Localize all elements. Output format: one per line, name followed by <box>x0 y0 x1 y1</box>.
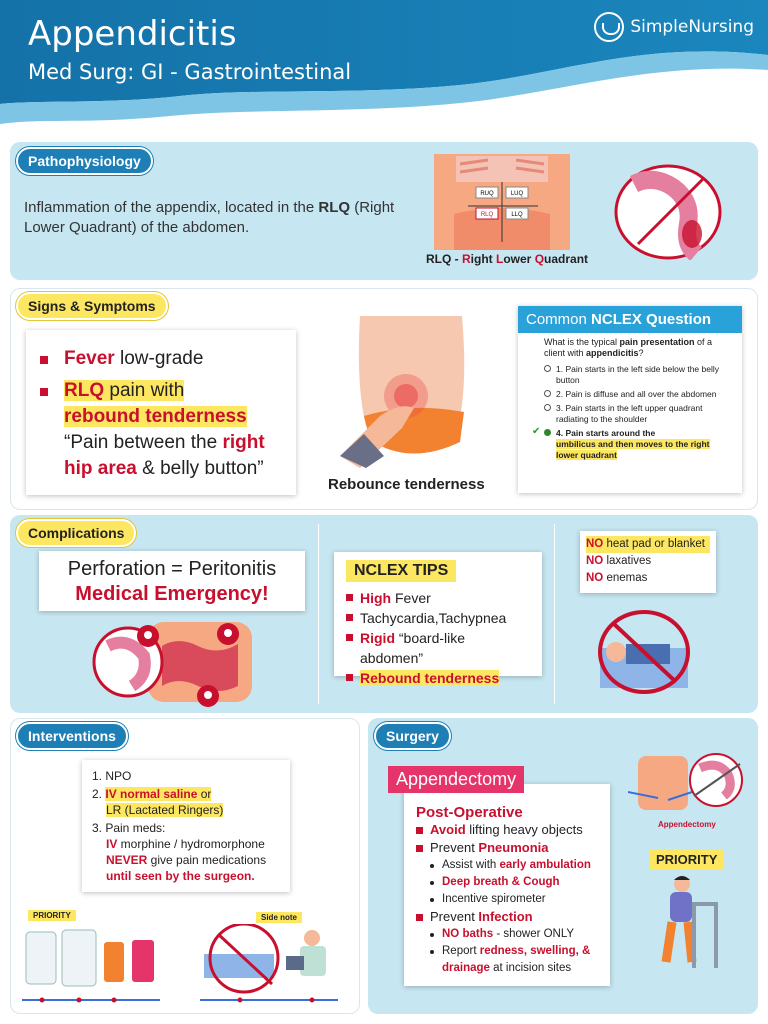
post-op-pneumonia <box>416 839 598 857</box>
tip-tachy <box>346 608 530 628</box>
bullet-icon <box>40 356 48 364</box>
rlq-label: RLQ <box>64 380 105 401</box>
quadrant-label: LLQ <box>511 212 523 218</box>
bullet-icon <box>40 388 48 396</box>
no-label: NO <box>586 555 604 567</box>
sub-deep-breath: Deep breath & Cough <box>416 874 598 891</box>
caption-part: R <box>462 252 471 266</box>
pathophysiology-tag: Pathophysiology <box>16 147 153 175</box>
quadrant-label: LUQ <box>510 191 524 197</box>
avoid-rest: lifting heavy objects <box>465 822 583 837</box>
q-e: ? <box>638 348 644 358</box>
divider <box>318 524 319 704</box>
quote-hip: hip area <box>64 458 137 479</box>
i3: 3. Pain meds: <box>92 821 166 835</box>
symptom-rlq-pain <box>40 378 282 482</box>
side-note-tag: Side note <box>256 912 302 923</box>
i2-red: IV normal saline <box>105 787 198 801</box>
patho-text-a: Inflammation of the appendix, located in the <box>24 199 319 216</box>
answer-option[interactable] <box>518 386 742 400</box>
page-subtitle: Med Surg: GI - Gastrointestinal <box>28 60 352 84</box>
q-c: of a client with <box>544 337 713 358</box>
intervention-npo: 1. NPO <box>92 769 132 783</box>
nclex-question-card <box>518 306 742 493</box>
tip-fever <box>346 588 530 608</box>
bullet-icon <box>346 634 353 641</box>
q-b: pain presentation <box>619 337 695 347</box>
fever-label: Fever <box>64 348 115 369</box>
no-rest: heat pad or blanket <box>603 538 705 550</box>
priority-tag: PRIORITY <box>650 850 723 869</box>
until-text: until seen by the surgeon. <box>106 869 255 883</box>
tip-rigid <box>346 628 530 668</box>
radio-icon <box>544 365 551 372</box>
iv-fluid-bags-illustration <box>22 924 162 1008</box>
quote-a: “Pain between the <box>64 432 223 453</box>
patho-text-b: (Right Lower Quadrant) of the abdomen. <box>24 199 395 236</box>
bullet-icon <box>346 614 353 621</box>
sub-no-baths <box>416 926 598 943</box>
no-item <box>586 570 710 587</box>
answer-option[interactable] <box>518 400 742 425</box>
avoid-red: Avoid <box>430 822 466 837</box>
peritonitis-illustration <box>88 616 258 708</box>
perforation-text: Perforation = Peritonitis <box>67 558 277 580</box>
inflamed-appendix-icon <box>614 164 722 260</box>
option-text: 3. Pain starts in the left upper quadrant radiating to the shoulder <box>556 403 703 424</box>
post-op-infection <box>416 908 598 926</box>
rebound-caption: Rebounce tenderness <box>328 476 485 493</box>
nobath-rest: - shower ONLY <box>493 928 575 940</box>
caption-part: L <box>496 252 504 266</box>
brand-icon <box>594 12 624 42</box>
rebound-tenderness-illustration <box>340 316 480 468</box>
walker-ambulation-illustration <box>652 872 722 972</box>
nclex-tips-card <box>334 552 542 686</box>
interventions-tag: Interventions <box>16 722 128 750</box>
report-b: at incision sites <box>489 962 572 974</box>
bullet-icon <box>416 827 423 834</box>
signs-symptoms-tag: Signs & Symptoms <box>16 292 168 320</box>
radio-icon <box>544 390 551 397</box>
option-text: 2. Pain is diffuse and all over the abdomen <box>556 389 717 399</box>
tip-rebound <box>346 668 530 688</box>
patho-text-rlq: RLQ <box>318 199 351 216</box>
correct-a: 4. Pain starts around the <box>556 428 656 438</box>
i2-line2: LR (Lactated Ringers) <box>106 803 224 817</box>
report-a: Report <box>442 945 480 957</box>
no-pain-meds-illustration <box>200 924 340 1008</box>
prevent2: Prevent <box>430 909 479 924</box>
rlq-rest: pain with <box>104 380 185 401</box>
answer-option[interactable] <box>518 361 742 386</box>
q-d: appendicitis <box>586 348 639 358</box>
post-op-avoid <box>416 821 598 839</box>
intervention-pain <box>92 820 280 884</box>
no-rest: enemas <box>603 572 648 584</box>
appendectomy-title: Appendectomy <box>388 766 524 793</box>
i3-rest: morphine / hydromorphone <box>117 837 265 851</box>
no-items-card <box>580 531 716 593</box>
radio-icon <box>544 404 551 411</box>
sub-report <box>416 943 598 977</box>
bullet-icon <box>346 594 353 601</box>
infection: Infection <box>478 909 533 924</box>
caption-part: RLQ - <box>426 252 462 266</box>
i3-iv: IV <box>106 837 118 851</box>
no-label: NO <box>586 572 604 584</box>
tip1-rest: Fever <box>391 590 431 606</box>
no-item <box>586 536 710 553</box>
pneumonia: Pneumonia <box>478 840 549 855</box>
nclex-title-a: Common <box>526 311 592 328</box>
page-title: Appendicitis <box>28 14 237 54</box>
tip2: Tachycardia,Tachypnea <box>360 610 507 626</box>
abdomen-quadrant-illustration <box>434 154 570 250</box>
perforation-card <box>39 551 305 611</box>
pathophysiology-text <box>24 198 404 238</box>
surgery-tag: Surgery <box>374 722 451 750</box>
quadrant-label: RLQ <box>480 212 494 218</box>
caption-part: ight <box>470 252 496 266</box>
sub-assist <box>416 857 598 874</box>
nclex-title-b: NCLEX Question <box>591 311 712 328</box>
bullet-icon <box>416 845 423 852</box>
post-op-card <box>404 784 610 986</box>
tip3-red: Rigid <box>360 630 395 646</box>
no-heat-pad-icon <box>596 608 692 696</box>
nobath-red: NO baths <box>442 928 494 940</box>
assist-red: early ambulation <box>499 859 591 871</box>
sub-incentive: Incentive spirometer <box>416 891 598 908</box>
tip4: Rebound tenderness <box>360 670 500 686</box>
post-op-title: Post-Operative <box>416 804 523 821</box>
priority-tag-small: PRIORITY <box>28 910 76 921</box>
rlq-caption <box>426 252 588 266</box>
appendectomy-caption: Appendectomy <box>658 820 716 829</box>
brand-name: SimpleNursing <box>630 17 754 37</box>
never-rest: give pain medications <box>147 853 267 867</box>
fever-rest: low-grade <box>114 348 204 369</box>
quote-right: right <box>222 432 265 453</box>
answer-option-correct[interactable] <box>518 425 742 461</box>
tip3-rest: “board-like abdomen” <box>360 630 466 666</box>
i2-num: 2. <box>92 787 103 801</box>
caption-part: uadrant <box>544 252 589 266</box>
no-label: NO <box>586 538 604 550</box>
caption-part: ower <box>503 252 535 266</box>
assist-a: Assist with <box>442 859 500 871</box>
nclex-tips-title: NCLEX TIPS <box>346 560 456 582</box>
bullet-icon <box>346 674 353 681</box>
prevent1: Prevent <box>430 840 479 855</box>
quadrant-label: RUQ <box>480 191 494 197</box>
symptoms-card <box>26 330 296 495</box>
interventions-card <box>82 760 290 892</box>
no-rest: laxatives <box>603 555 652 567</box>
tip1-red: High <box>360 590 392 606</box>
nclex-question-text <box>518 333 742 361</box>
nclex-question-header <box>518 306 742 333</box>
divider <box>554 524 555 704</box>
q-a: What is the typical <box>544 337 620 347</box>
appendectomy-illustration <box>628 752 746 814</box>
complications-tag: Complications <box>16 519 136 547</box>
radio-icon <box>544 429 551 436</box>
rebound-label: rebound tenderness <box>64 406 247 427</box>
spacer <box>416 792 598 804</box>
symptom-fever <box>40 346 282 372</box>
i2-rest: or <box>197 787 212 801</box>
option-text: 1. Pain starts in the left side below the belly button <box>556 364 720 385</box>
never-red: NEVER <box>106 853 148 867</box>
header-banner <box>0 0 768 135</box>
checkmark-icon: ✔ <box>532 426 541 437</box>
medical-emergency-text: Medical Emergency! <box>75 583 269 605</box>
no-item <box>586 553 710 570</box>
caption-part: Q <box>534 252 545 266</box>
intervention-iv <box>92 786 280 818</box>
brand-logo <box>594 12 754 42</box>
bullet-icon <box>416 914 423 921</box>
quote-b: & belly button” <box>136 458 264 479</box>
correct-b: umbilicus and then moves to the right lower quadrant <box>556 439 710 460</box>
report-red: redness, swelling, & drainage <box>442 945 591 974</box>
